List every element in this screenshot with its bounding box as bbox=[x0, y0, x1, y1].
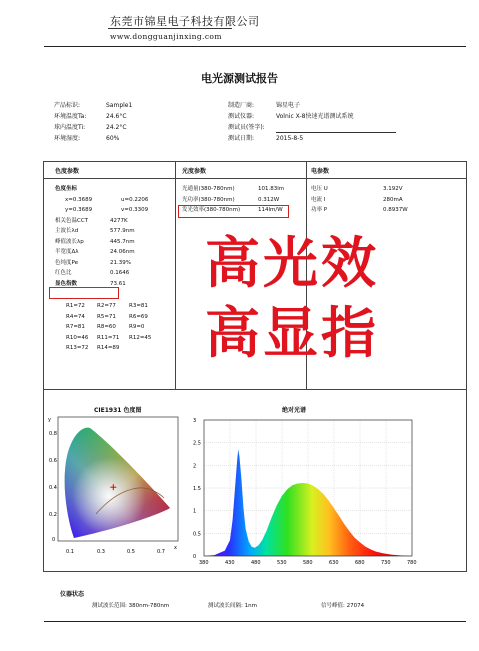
coord-u: u=0.2206 bbox=[121, 196, 149, 203]
cri-highlight-box bbox=[49, 287, 119, 299]
signature-line bbox=[276, 125, 396, 133]
meta-right bbox=[228, 100, 396, 144]
meta-sphere-temp: 球内温度Ti: 24.2°C bbox=[54, 124, 127, 131]
efficacy-highlight-box bbox=[178, 205, 289, 218]
cie-y-tick: 0 bbox=[52, 537, 56, 543]
cie-y-tick: 0.8 bbox=[49, 431, 57, 437]
param-row: 电流 I 280mA bbox=[311, 196, 403, 203]
meta-product: 产品标识: Sample1 bbox=[54, 102, 133, 109]
meta-instrument: 测试仪器: Volnic X-8快速光谱测试系统 bbox=[228, 113, 354, 120]
overlay-headline-1: 高光效 bbox=[205, 231, 380, 295]
spectrum-x-tick: 780 bbox=[407, 560, 417, 566]
spectrum-y-tick: 0.5 bbox=[193, 531, 201, 538]
spectrum-chart bbox=[190, 412, 420, 568]
param-row: 红色比 0.1646 bbox=[55, 270, 130, 276]
param-row: 半宽度Δλ 24.06nm bbox=[55, 249, 135, 255]
report-title: 电光源测试报告 bbox=[201, 72, 278, 85]
cie-x-tick: 0.5 bbox=[127, 549, 135, 555]
meta-manufacturer: 制造厂商: 锦星电子 bbox=[228, 102, 301, 109]
signal-peak: 信号峰值: 27074 bbox=[321, 603, 365, 609]
meta-humidity: 环境湿度: 60% bbox=[54, 135, 120, 142]
wavelength-step: 测试波长间隔: 1nm bbox=[208, 603, 257, 609]
coord-y: y=0.3689 bbox=[65, 207, 93, 213]
cie-chart-title: CIE1931 色度图 bbox=[94, 407, 142, 414]
param-row: 功率 P 0.8937W bbox=[311, 207, 408, 213]
meta-left bbox=[54, 100, 132, 144]
param-row: 电压 U 3.192V bbox=[311, 186, 403, 192]
instrument-status-label: 仪器状态 bbox=[60, 591, 85, 598]
cie-x-tick: 0.7 bbox=[157, 549, 165, 555]
param-row: 相关色温CCT 4277K bbox=[55, 217, 128, 224]
column-divider bbox=[175, 161, 176, 390]
meta-tester: 测试员(签字): bbox=[228, 122, 396, 133]
company-website: www.dongguanjinxing.com bbox=[110, 32, 222, 41]
cie-diagram bbox=[46, 412, 186, 562]
photo-params-heading: 光度参数 bbox=[182, 168, 207, 175]
company-underline bbox=[108, 28, 232, 29]
elec-params-heading: 电参数 bbox=[311, 168, 330, 175]
spectrum-y-tick: 3 bbox=[193, 418, 197, 424]
header-rule bbox=[44, 46, 466, 47]
cie-x-tick: 0.3 bbox=[97, 549, 105, 555]
spectrum-y-tick: 1.5 bbox=[193, 486, 201, 492]
cie-x-axis-label: x bbox=[174, 545, 177, 551]
param-row: 光功率(380-780nm) 0.312W bbox=[182, 196, 280, 203]
footer-rule bbox=[44, 621, 466, 622]
cie-x-tick: 0.1 bbox=[66, 549, 74, 555]
wavelength-range: 测试波长范围: 380nm-780nm bbox=[92, 603, 170, 609]
cie-y-axis-label: y bbox=[48, 417, 51, 423]
param-row: 峰值波长λp 445.7nm bbox=[55, 238, 135, 245]
cie-y-tick: 0.6 bbox=[49, 458, 57, 464]
spectrum-x-tick: 730 bbox=[381, 560, 391, 566]
spectrum-chart-title: 绝对光谱 bbox=[282, 407, 307, 414]
param-row: 光通量(380-780nm) 101.83lm bbox=[182, 186, 285, 192]
meta-date: 测试日期: 2015-8-5 bbox=[228, 135, 304, 142]
efficacy-label: 发光效率(380-780nm) bbox=[182, 207, 241, 213]
spectrum-y-tick: 1 bbox=[193, 508, 197, 515]
header-divider bbox=[43, 178, 467, 179]
coord-v: v=0.3309 bbox=[121, 207, 149, 213]
efficacy-value: 114lm/W bbox=[258, 207, 283, 213]
spectrum-x-tick: 430 bbox=[225, 560, 235, 566]
r-values-grid: R1=72 R2=77 R3=81 R4=74 R5=71 R6=69 R7=81 R8=60 R9=0 R10=46 R11=71 R12=45 R13=72 R14=89 bbox=[66, 303, 152, 351]
spectrum-x-tick: 530 bbox=[277, 560, 287, 566]
spectrum-x-tick: 680 bbox=[355, 560, 365, 566]
param-row: 主波长λd 577.9nm bbox=[55, 228, 135, 234]
cie-y-tick: 0.2 bbox=[49, 512, 57, 518]
spectrum-x-tick: 630 bbox=[329, 560, 339, 566]
spectrum-x-tick: 580 bbox=[303, 560, 313, 566]
color-params-heading: 色度参数 bbox=[55, 168, 80, 175]
spectrum-y-tick: 0 bbox=[193, 554, 197, 560]
param-row: 色纯度Pe 21.39% bbox=[55, 259, 131, 266]
spectrum-x-tick: 380 bbox=[199, 560, 209, 566]
company-name: 东莞市锦星电子科技有限公司 bbox=[110, 15, 260, 28]
meta-ambient-temp: 环境温度Ta: 24.6°C bbox=[54, 113, 127, 120]
cri-value: 73.61 bbox=[110, 280, 126, 287]
spectrum-y-tick: 2 bbox=[193, 463, 197, 470]
cri-label: 显色指数 bbox=[55, 280, 78, 287]
spectrum-y-tick: 2.5 bbox=[193, 440, 201, 447]
elec-params-list bbox=[311, 184, 408, 216]
color-params-list bbox=[55, 184, 148, 289]
chromaticity-coord-label: 色度坐标 bbox=[55, 186, 78, 192]
overlay-headline-2: 高显指 bbox=[205, 301, 380, 365]
spectrum-x-tick: 480 bbox=[251, 560, 261, 566]
cie-y-tick: 0.4 bbox=[49, 485, 57, 491]
coord-x: x=0.3689 bbox=[65, 196, 93, 203]
